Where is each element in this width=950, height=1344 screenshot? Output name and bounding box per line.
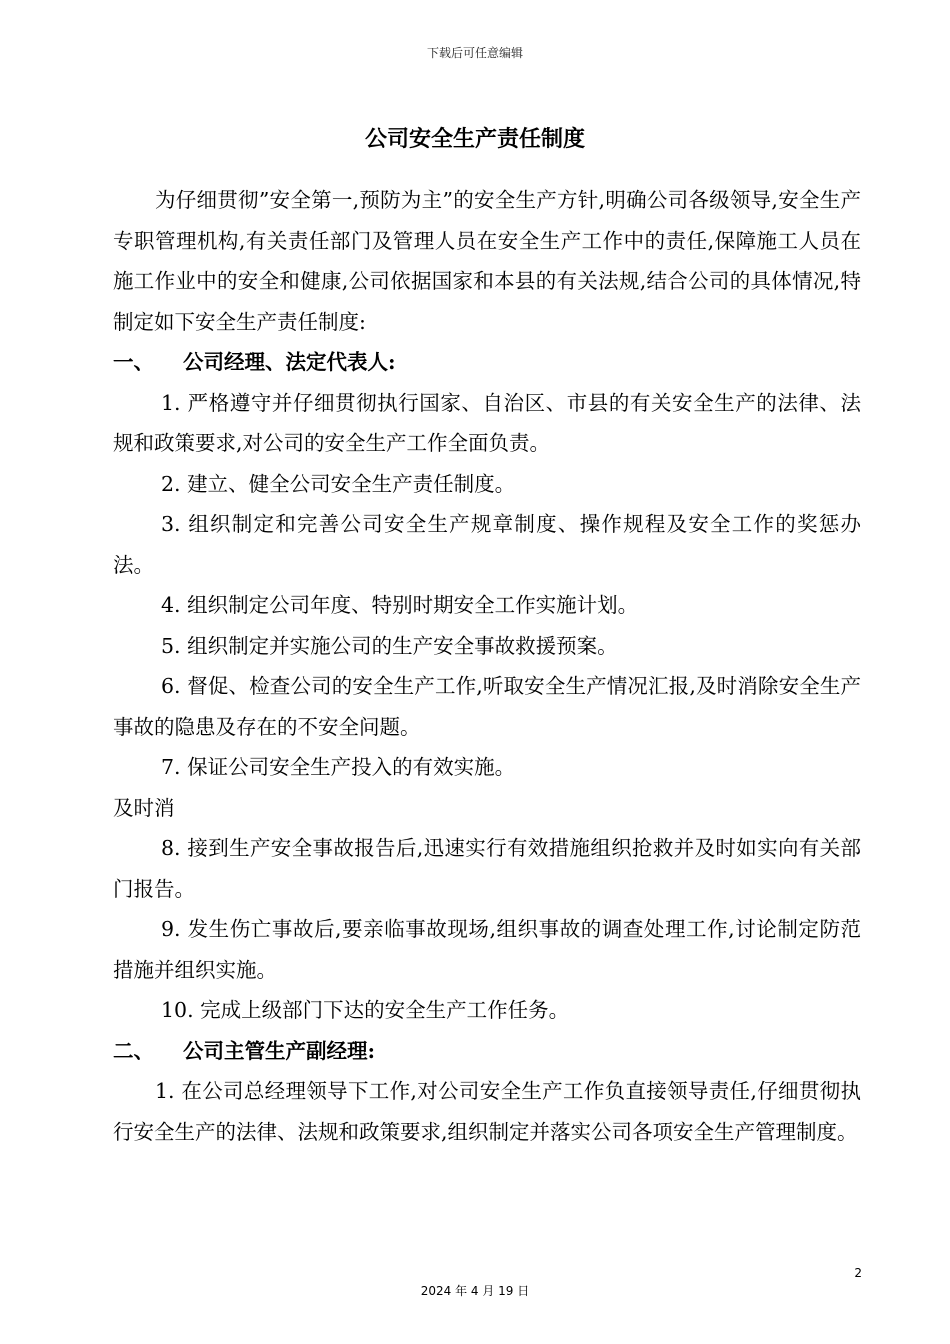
page-header: 下载后可任意编辑 [426,46,523,60]
stray-text: 及时消 [113,795,175,820]
list-item: 5. 组织制定并实施公司的生产安全事故救援预案。 [161,633,618,658]
section-heading-1 [113,342,861,383]
list-item: 6. 督促、检查公司的安全生产工作,听取安全生产情况汇报,及时消除安全生产事故的隐患及存在的不安全问题。 [113,674,861,739]
document-body [113,180,861,1152]
list-item: 9. 发生伤亡事故后,要亲临事故现场,组织事故的调查处理工作,讨论制定防范措施并组织实施。 [113,917,861,982]
section-heading-2 [113,1031,861,1072]
section-number: 二、 [113,1038,154,1063]
document-title: 公司安全生产责任制度 [364,126,585,152]
list-item: 1. 严格遵守并仔细贯彻执行国家、自治区、市县的有关安全生产的法律、法规和政策要求,对公司的安全生产工作全面负责。 [113,390,861,455]
intro-paragraph: 为仔细贯彻”安全第一,预防为主”的安全生产方针,明确公司各级领导,安全生产专职管理机构,有关责任部门及管理人员在安全生产工作中的责任,保障施工人员在施工作业中的安全和健康,公司依据国家和本县的有关法规,结合公司的具体情况,特制定如下安全生产责任制度: [113,188,861,334]
list-item: 7. 保证公司安全生产投入的有效实施。 [161,755,516,779]
list-item: 3. 组织制定和完善公司安全生产规章制度、操作规程及安全工作的奖惩办法。 [113,512,861,577]
section-title: 公司经理、法定代表人: [183,350,396,374]
list-item: 4. 组织制定公司年度、特别时期安全工作实施计划。 [161,593,639,617]
list-item: 1. 在公司总经理领导下工作,对公司安全生产工作负直接领导责任,仔细贯彻执行安全生产的法律、法规和政策要求,组织制定并落实公司各项安全生产管理制度。 [113,1079,861,1144]
list-item: 8. 接到生产安全事故报告后,迅速实行有效措施组织抢救并及时如实向有关部门报告。 [113,836,861,901]
list-item: 10. 完成上级部门下达的安全生产工作任务。 [161,998,570,1022]
list-item: 2. 建立、健全公司安全生产责任制度。 [161,471,516,496]
section-number: 一、 [113,350,154,374]
section-title: 公司主管生产副经理: [183,1038,376,1063]
footer-date: 2024 年 4 月 19 日 [420,1284,530,1298]
page-number: 2 [854,1266,862,1280]
